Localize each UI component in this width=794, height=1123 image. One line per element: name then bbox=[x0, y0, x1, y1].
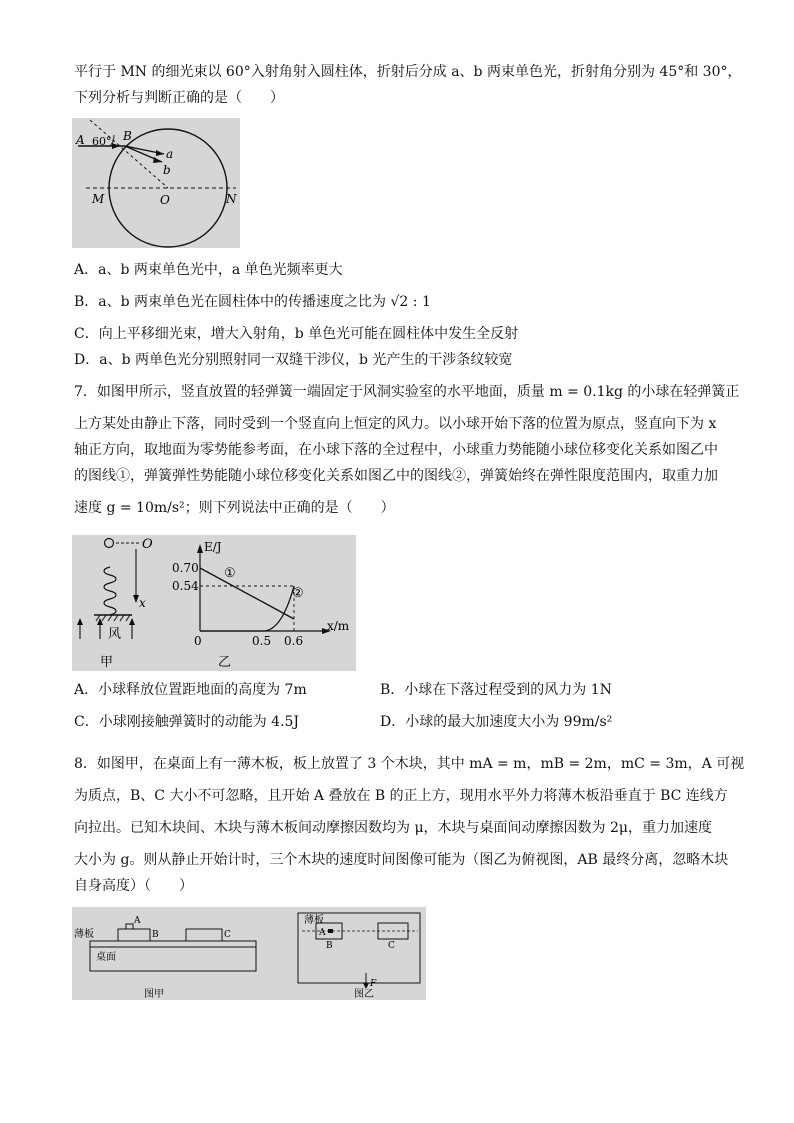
label-a: a bbox=[166, 147, 174, 161]
q7-option-a: A．小球释放位置距地面的高度为 7m bbox=[74, 682, 307, 698]
q6-option-c: C．向上平移细光束，增大入射角，b 单色光可能在圆柱体中发生全反射 bbox=[74, 326, 519, 342]
label-angle: 60° bbox=[92, 135, 112, 148]
q8-stem-line-2: 为质点，B、C 大小不可忽略，且开始 A 叠放在 B 的正上方，现用水平外力将薄木板沿垂直于 BC 连线方 bbox=[74, 788, 728, 804]
label-C2: C bbox=[388, 941, 395, 951]
q6-figure-cylinder bbox=[72, 118, 240, 248]
label-E: E/J bbox=[204, 540, 222, 554]
label-yi: 乙 bbox=[218, 655, 232, 670]
spring bbox=[104, 567, 116, 615]
q6-option-d: D．a、b 两单色光分别照射同一双缝干涉仪，b 光产生的干涉条纹较宽 bbox=[74, 352, 513, 368]
label-A2: A bbox=[319, 928, 326, 938]
ytick-054: 0.54 bbox=[172, 579, 199, 593]
label-B: B bbox=[123, 129, 132, 143]
xtick-0: 0 bbox=[194, 634, 202, 648]
label-x: x bbox=[139, 596, 146, 610]
q8-stem-line-3: 向拉出。已知木块间、木块与薄木板间动摩擦因数均为 μ，木块与桌面间动摩擦因数为 2μ，重力加速度 bbox=[74, 820, 713, 836]
ball bbox=[105, 539, 114, 548]
q6-option-b: B．a、b 两束单色光在圆柱体中的传播速度之比为 √2 : 1 bbox=[74, 294, 431, 310]
label-F: F bbox=[370, 979, 377, 989]
label-B: B bbox=[152, 930, 159, 940]
q7-option-b: B．小球在下落过程受到的风力为 1N bbox=[380, 682, 612, 698]
xtick-05: 0.5 bbox=[252, 634, 272, 648]
q7-stem-line-3: 轴正方向，取地面为零势能参考面，在小球下落的全过程中，小球重力势能随小球位移变化关系如图乙中 bbox=[74, 442, 718, 458]
q8-stem-line-5: 自身高度）（ ） bbox=[74, 878, 193, 894]
block-B bbox=[118, 929, 150, 941]
q7-stem-line-4: 的图线①，弹簧弹性势能随小球位移变化关系如图乙中的图线②，弹簧始终在弹性限度范围内，取重力加 bbox=[74, 468, 718, 484]
label-O: O bbox=[142, 537, 153, 552]
q7-stem-line-1: 7．如图甲所示，竖直放置的轻弹簧一端固定于风洞实验室的水平地面，质量 m = 0.1kg 的小球在轻弹簧正 bbox=[74, 384, 740, 400]
q7-figure bbox=[72, 535, 356, 671]
label-A: A bbox=[76, 133, 85, 147]
label-A: A bbox=[134, 916, 141, 926]
q7-stem-line-2: 上方某处由静止下落，同时受到一个竖直向上恒定的风力。以小球开始下落的位置为原点，竖直向下为 x bbox=[74, 416, 717, 432]
q8-stem-line-1: 8．如图甲，在桌面上有一薄木板，板上放置了 3 个木块，其中 mA = m，mB = 2m，mC = 3m，A 可视 bbox=[74, 756, 745, 772]
label-xm: x/m bbox=[327, 619, 350, 633]
q6-option-a: A．a、b 两束单色光中，a 单色光频率更大 bbox=[74, 262, 343, 278]
q7-option-d: D．小球的最大加速度大小为 99m/s² bbox=[380, 714, 613, 730]
xtick-06: 0.6 bbox=[284, 634, 304, 648]
label-c1: ① bbox=[224, 566, 236, 581]
ytick-070: 0.70 bbox=[172, 561, 199, 575]
block-C bbox=[186, 929, 222, 941]
block-A bbox=[126, 924, 133, 929]
q6-stem-line-2: 下列分析与判断正确的是（ ） bbox=[74, 90, 284, 106]
label-c2: ② bbox=[292, 586, 304, 601]
q8-figure bbox=[72, 907, 426, 1000]
thin-board bbox=[90, 941, 256, 947]
label-N: N bbox=[226, 192, 237, 206]
label-C: C bbox=[224, 930, 231, 940]
label-O: O bbox=[160, 193, 170, 207]
label-board: 薄板 bbox=[74, 929, 94, 940]
q7-option-c: C．小球刚接触弹簧时的动能为 4.5J bbox=[74, 714, 300, 730]
label-b: b bbox=[163, 163, 171, 177]
q6-stem-line-1: 平行于 MN 的细光束以 60°入射角射入圆柱体，折射后分成 a、b 两束单色光，折射角分别为 45°和 30°， bbox=[74, 64, 742, 80]
label-board2: 薄板 bbox=[304, 915, 324, 926]
q7-stem-line-5: 速度 g = 10m/s²；则下列说法中正确的是（ ） bbox=[74, 500, 395, 516]
line-1 bbox=[200, 568, 294, 619]
label-M: M bbox=[92, 192, 105, 206]
block-A-top bbox=[328, 929, 333, 933]
label-fig-yi: 图乙 bbox=[354, 989, 374, 1000]
incident-arrow bbox=[112, 143, 120, 149]
q8-stem-line-4: 大小为 g。则从静止开始计时，三个木块的速度时间图像可能为（图乙为俯视图，AB 最终分离，忽略木块 bbox=[74, 852, 729, 868]
label-desk: 桌面 bbox=[96, 952, 116, 963]
line-2 bbox=[200, 586, 294, 631]
label-jia: 甲 bbox=[100, 655, 114, 670]
label-wind: 风 bbox=[108, 627, 122, 642]
label-B2: B bbox=[326, 941, 333, 951]
label-fig-jia: 图甲 bbox=[144, 989, 164, 1000]
